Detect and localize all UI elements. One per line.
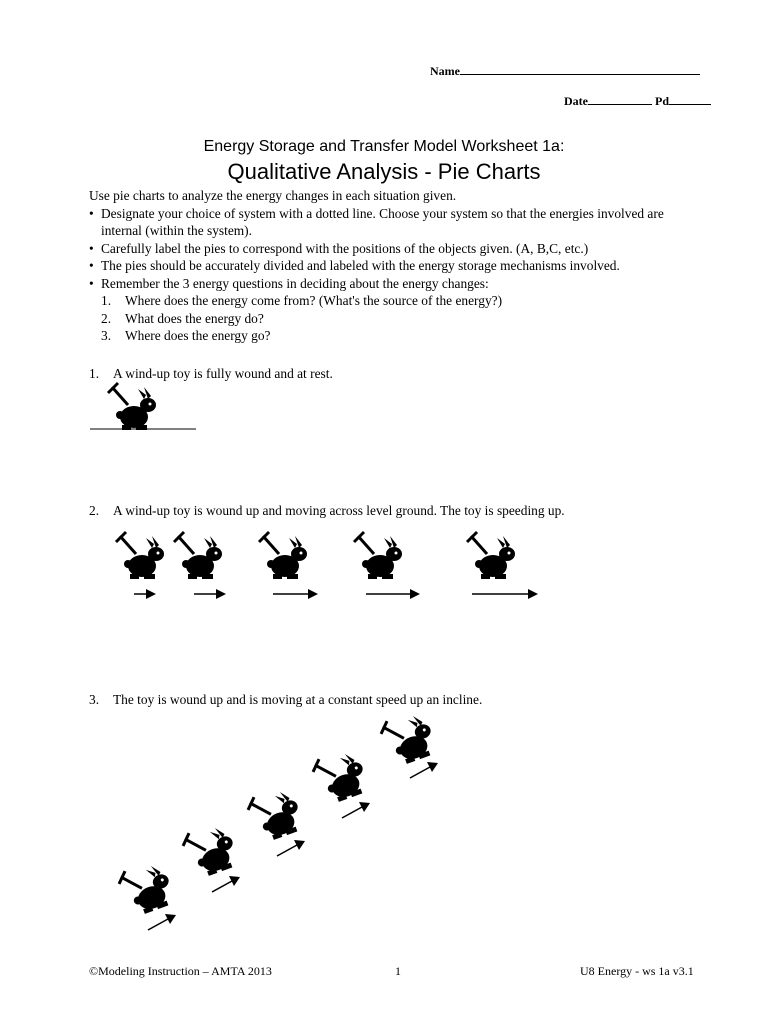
date-blank xyxy=(588,94,652,105)
footer-left: ©Modeling Instruction – AMTA 2013 xyxy=(89,964,272,978)
instructions xyxy=(89,187,689,345)
worksheet-subtitle: Qualitative Analysis - Pie Charts xyxy=(227,159,541,184)
energy-question: 2. What does the energy do? xyxy=(101,310,264,326)
problem-number: 1. xyxy=(89,366,100,381)
instruction-bullet: • Carefully label the pies to correspond with the positions of the objects given. (A, B,C, etc.) xyxy=(89,240,689,258)
problem-3 xyxy=(89,692,482,708)
date-period-field xyxy=(564,94,711,109)
problem-2-figure xyxy=(110,532,550,607)
wind-up-rabbit-icon xyxy=(378,708,439,769)
energy-question: 3. Where does the energy go? xyxy=(101,328,271,343)
instructions-intro: Use pie charts to analyze the energy changes in each situation given. xyxy=(89,188,457,203)
arrow-icon xyxy=(342,802,370,818)
problem-text: The toy is wound up and is moving at a constant speed up an incline. xyxy=(113,692,483,707)
wind-up-rabbit-icon xyxy=(310,746,371,807)
instruction-bullet: • Designate your choice of system with a dotted line. Choose your system so that the energies involved are internal (within the system). xyxy=(89,205,689,240)
problem-text: A wind-up toy is fully wound and at rest. xyxy=(113,366,333,381)
name-blank xyxy=(460,64,700,75)
arrow-icon xyxy=(277,840,305,856)
problem-1-figure xyxy=(90,388,200,433)
arrow-icon xyxy=(366,589,420,599)
name-label: Name xyxy=(430,64,460,78)
wind-up-rabbit-icon xyxy=(245,784,306,845)
arrow-icon xyxy=(194,589,226,599)
problem-1 xyxy=(89,366,333,382)
footer-right: U8 Energy - ws 1a v3.1 xyxy=(580,964,694,978)
period-label: Pd xyxy=(655,94,670,108)
instruction-bullets xyxy=(89,205,689,293)
wind-up-rabbit-icon xyxy=(116,532,164,579)
wind-up-rabbit-icon xyxy=(174,532,222,579)
problem-3-figure xyxy=(110,718,460,943)
wind-up-rabbit-icon xyxy=(180,820,241,881)
instruction-bullet: • The pies should be accurately divided and labeled with the energy storage mechanisms involved. xyxy=(89,257,689,275)
arrow-icon xyxy=(273,589,318,599)
wind-up-rabbit-icon xyxy=(116,858,177,919)
arrow-icon xyxy=(212,876,240,892)
name-field xyxy=(430,64,700,79)
period-blank xyxy=(669,94,711,105)
problem-number: 2. xyxy=(89,503,100,518)
energy-question: 1. Where does the energy come from? (What's the source of the energy?) xyxy=(101,293,503,308)
problem-2 xyxy=(89,503,565,519)
wind-up-rabbit-icon xyxy=(354,532,402,579)
problem-number: 3. xyxy=(89,692,100,707)
worksheet-title: Energy Storage and Transfer Model Worksheet 1a: xyxy=(203,138,565,155)
wind-up-rabbit-icon xyxy=(259,532,307,579)
date-label: Date xyxy=(564,94,588,108)
wind-up-rabbit-icon xyxy=(467,532,515,579)
problem-text: A wind-up toy is wound up and moving across level ground. The toy is speeding up. xyxy=(113,503,565,518)
arrow-icon xyxy=(148,914,176,930)
energy-questions xyxy=(89,292,689,345)
wind-up-rabbit-icon xyxy=(108,383,156,430)
arrow-icon xyxy=(472,589,538,599)
arrow-icon xyxy=(134,589,156,599)
page-number: 1 xyxy=(395,964,401,978)
arrow-icon xyxy=(410,762,438,778)
instruction-bullet: • Remember the 3 energy questions in deciding about the energy changes: xyxy=(89,275,689,293)
